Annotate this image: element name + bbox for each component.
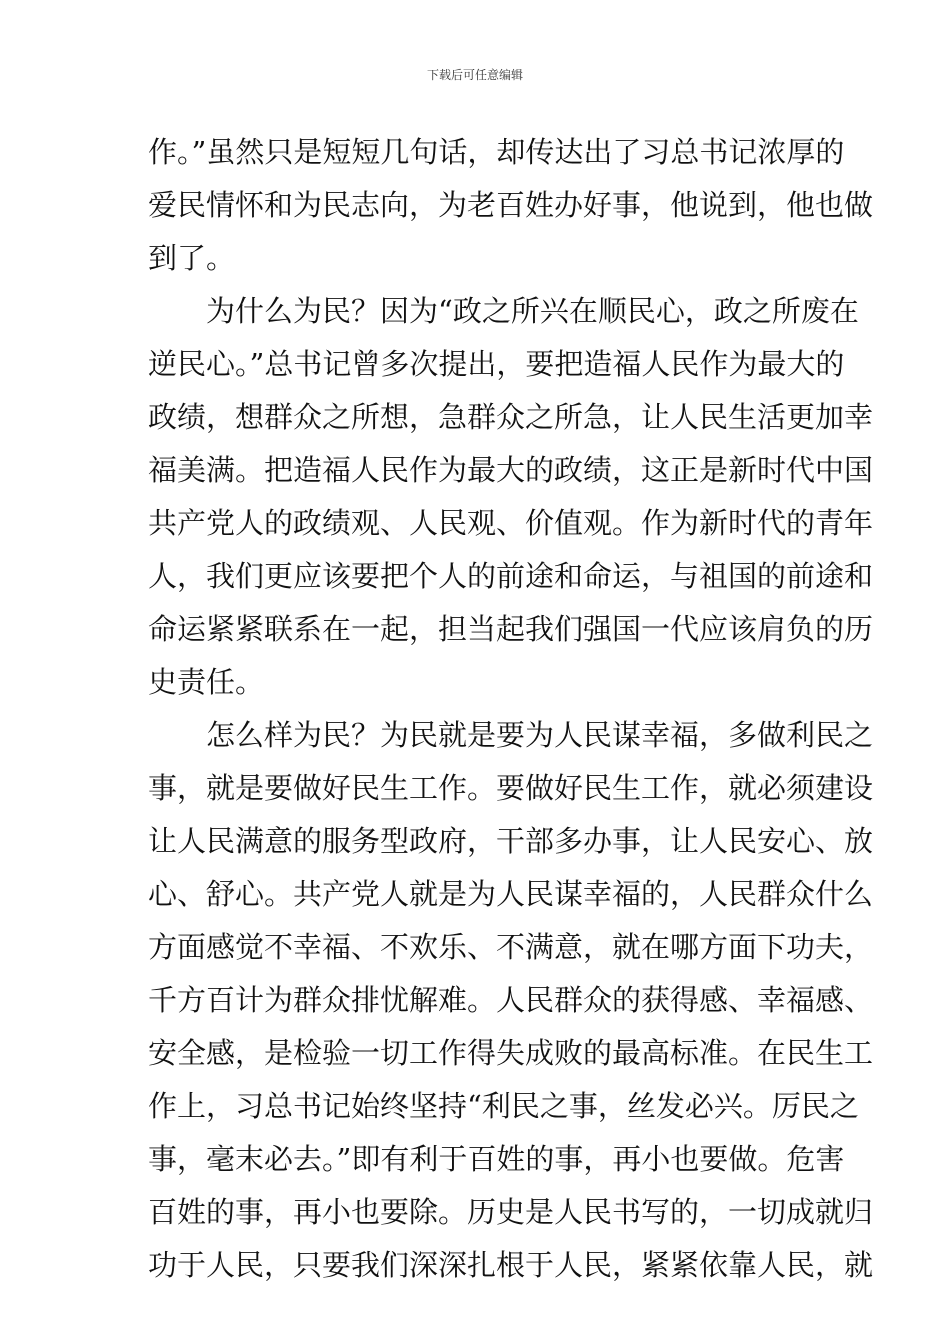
page-header: 下载后可任意编辑 (426, 68, 523, 82)
text-line: 逆民心。”总书记曾多次提出，要把造福人民作为最大的 (148, 347, 845, 381)
text-line: 到了。 (148, 241, 236, 275)
text-line: 事，就是要做好民生工作。要做好民生工作，就必须建设 (148, 771, 874, 805)
paragraph (148, 709, 874, 1292)
text-line: 心、舒心。共产党人就是为人民谋幸福的，人民群众什么 (148, 877, 874, 911)
text-line: 安全感，是检验一切工作得失成败的最高标准。在民生工 (148, 1036, 874, 1070)
paragraph (148, 285, 874, 709)
text-line: 福美满。把造福人民作为最大的政绩，这正是新时代中国 (148, 453, 874, 487)
text-line: 千方百计为群众排忧解难。人民群众的获得感、幸福感、 (148, 983, 874, 1017)
paragraph (148, 126, 874, 285)
text-line: 为什么为民？因为“政之所兴在顺民心，政之所废在 (206, 294, 859, 328)
text-line: 方面感觉不幸福、不欢乐、不满意，就在哪方面下功夫， (148, 930, 874, 964)
text-line: 共产党人的政绩观、人民观、价值观。作为新时代的青年 (148, 506, 874, 540)
text-line: 政绩，想群众之所想，急群众之所急，让人民生活更加幸 (148, 400, 874, 434)
text-line: 作上，习总书记始终坚持“利民之事，丝发必兴。厉民之 (148, 1089, 859, 1123)
text-line: 命运紧紧联系在一起，担当起我们强国一代应该肩负的历 (148, 612, 874, 646)
text-line: 史责任。 (148, 665, 265, 699)
text-line: 功于人民，只要我们深深扎根于人民，紧紧依靠人民，就 (148, 1248, 874, 1282)
text-line: 爱民情怀和为民志向，为老百姓办好事，他说到，他也做 (148, 188, 874, 222)
text-line: 事，毫末必去。”即有利于百姓的事，再小也要做。危害 (148, 1142, 845, 1176)
text-line: 百姓的事，再小也要除。历史是人民书写的，一切成就归 (148, 1195, 874, 1229)
text-line: 作。”虽然只是短短几句话，却传达出了习总书记浓厚的 (148, 135, 845, 169)
document-body (148, 126, 874, 1292)
text-line: 怎么样为民？为民就是要为人民谋幸福，多做利民之 (206, 718, 874, 752)
text-line: 让人民满意的服务型政府，干部多办事，让人民安心、放 (148, 824, 874, 858)
text-line: 人，我们更应该要把个人的前途和命运，与祖国的前途和 (148, 559, 874, 593)
